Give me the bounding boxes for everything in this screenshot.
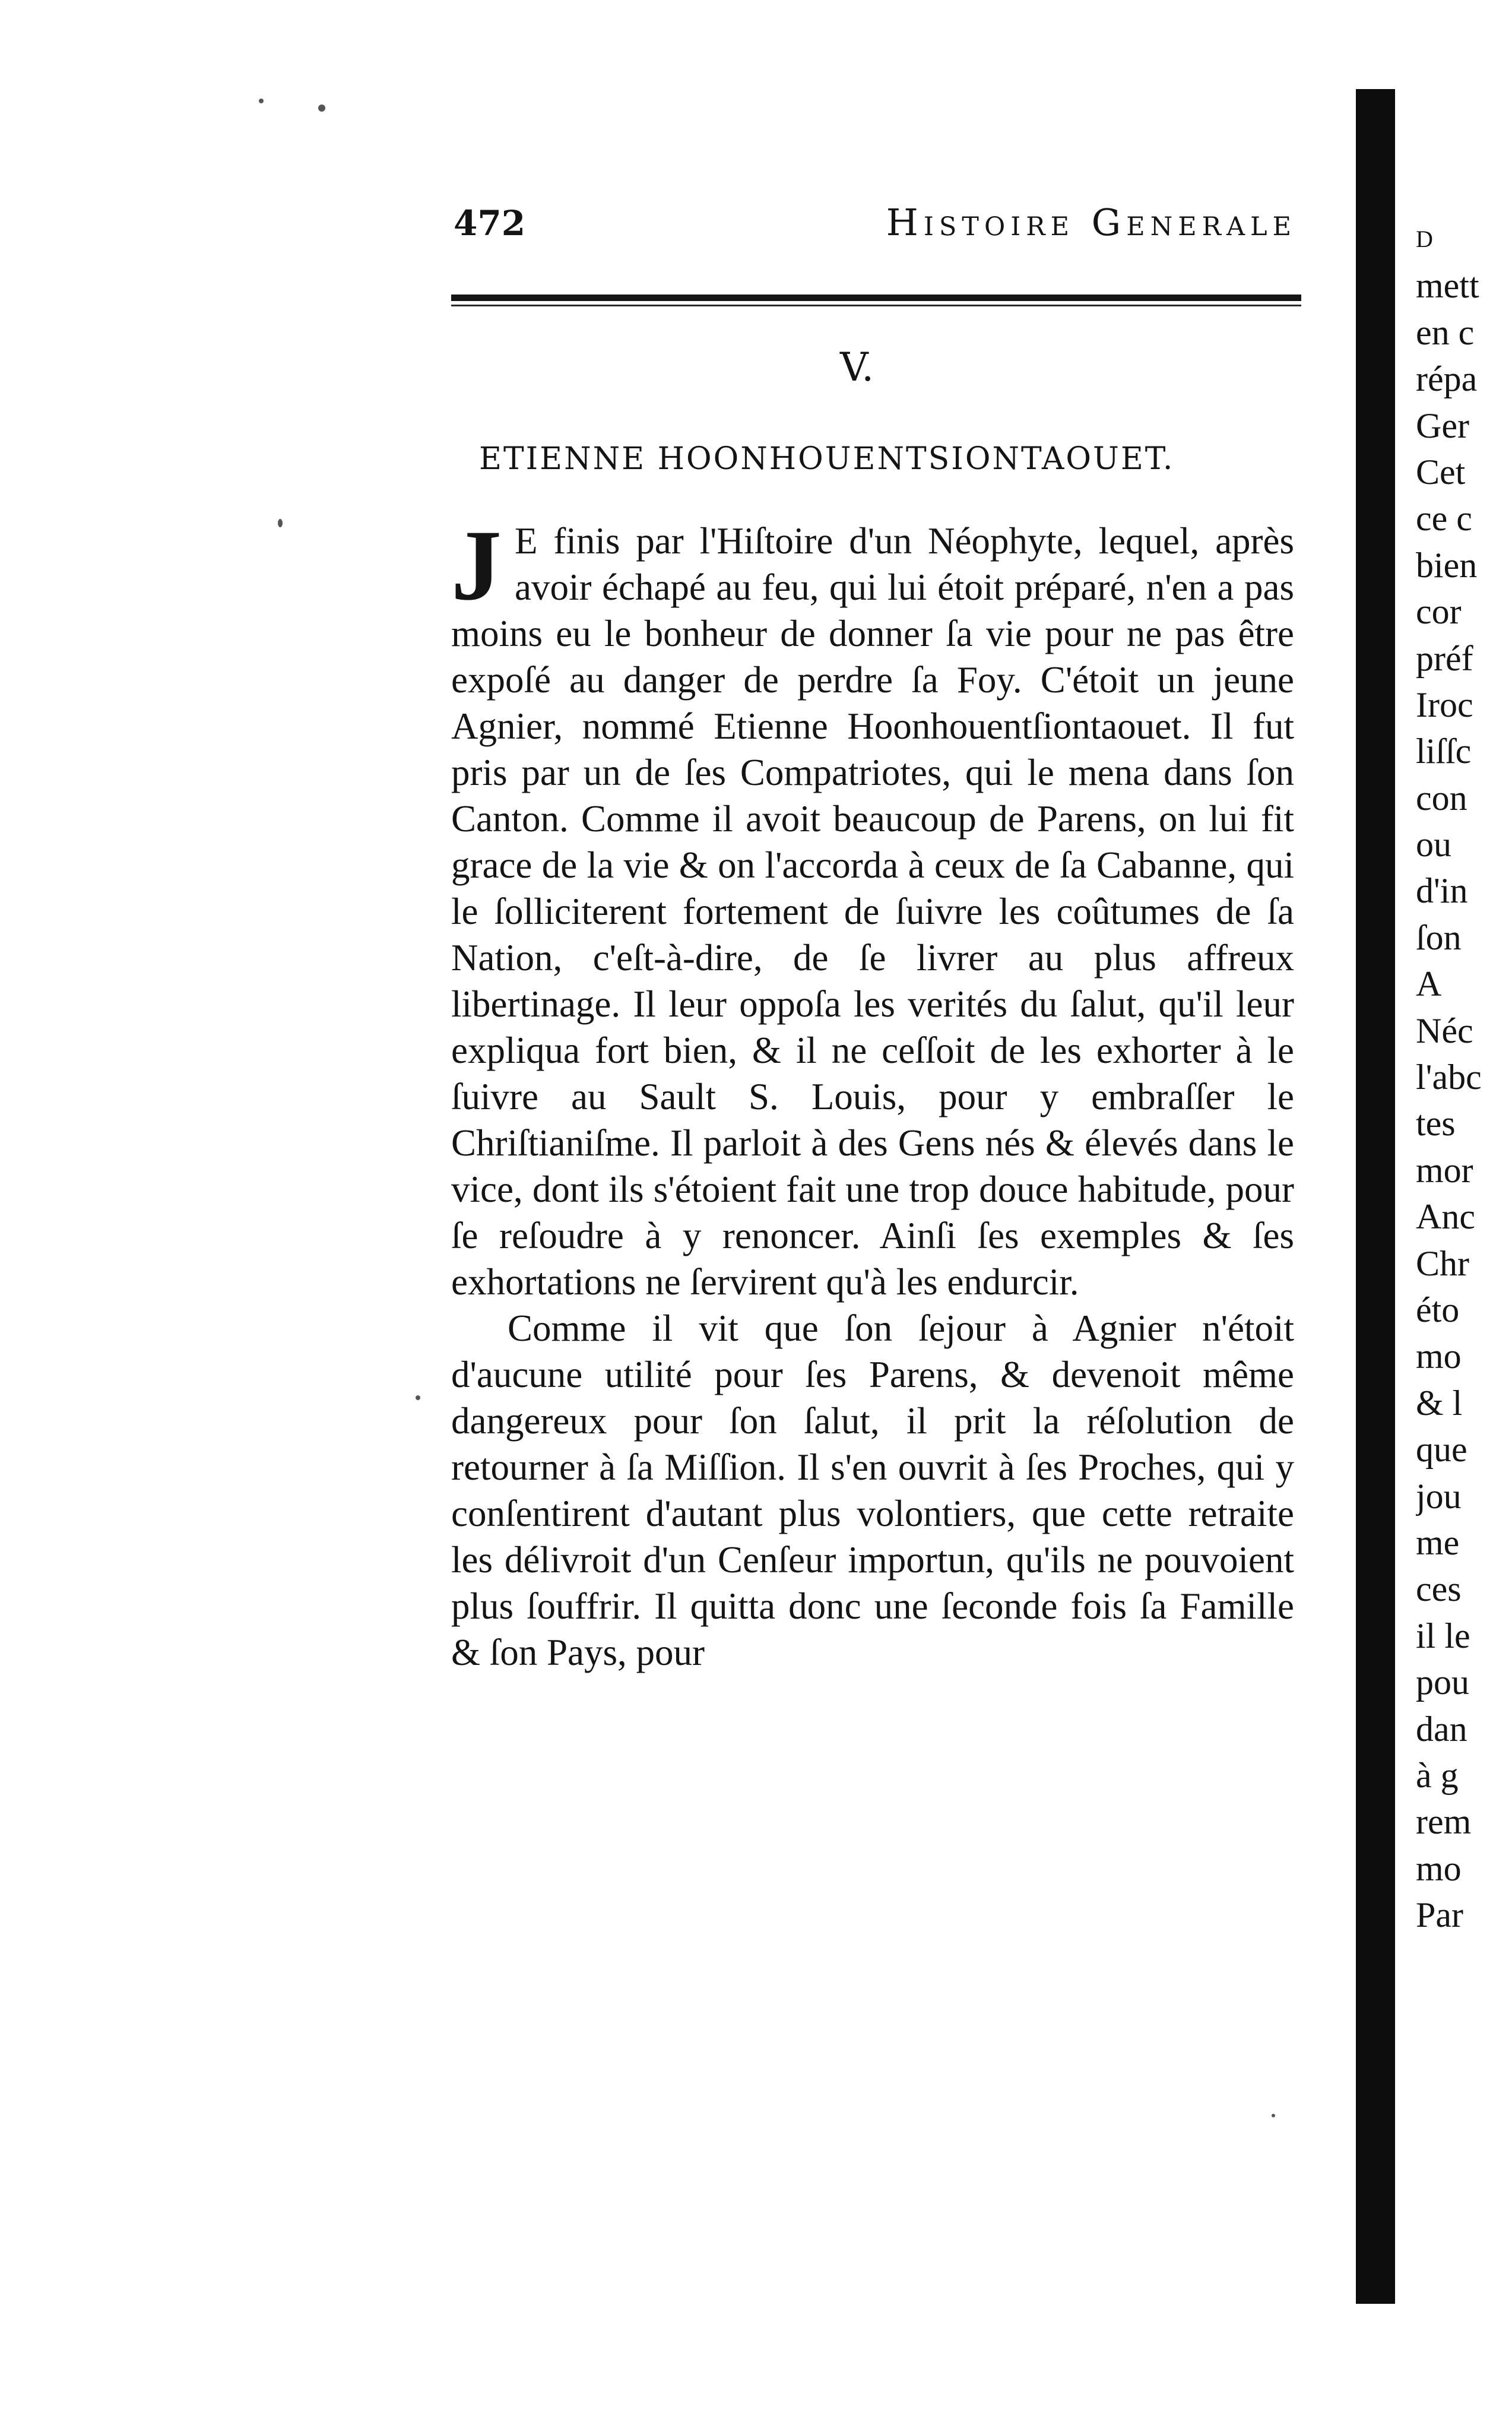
paper-speck [278, 519, 283, 527]
paragraph-2: Comme il vit que ſon ſejour à Agnier n'étoit d'aucune utilité pour ſes Parens, & devenoit même dangereux pour ſon ſalut, il prit la réſolution de retourner à ſa Miſſion. Il s'en ouvrit à ſes Proches, qui y conſentirent d'autant plus volontiers, que cette retraite les délivroit d'un Cenſeur importun, qu'ils ne pouvoient plus ſouffrir. Il quitta donc une ſeconde fois ſa Famille & ſon Pays, pour [451, 1307, 1294, 1673]
next-page-fragment-line: que [1416, 1430, 1467, 1470]
next-page-fragment-line: l'abc [1416, 1057, 1482, 1097]
paper-speck [318, 105, 325, 112]
next-page-fragment-line: Anc [1416, 1197, 1475, 1237]
next-page-fragment-line: Néc [1416, 1011, 1473, 1050]
section-title: ETIENNE HOONHOUENTSIONTAOUET. [479, 441, 1175, 477]
next-page-fragment-line: mor [1416, 1150, 1473, 1190]
next-page-fragment-line: Ger [1416, 406, 1469, 445]
next-page-fragment-line: liſſc [1416, 732, 1472, 771]
next-page-fragment-line: A [1416, 964, 1442, 1004]
next-page-fragment-line: il le [1416, 1616, 1470, 1655]
next-page-fragment-line: mo [1416, 1337, 1462, 1376]
next-page-fragment-line: con [1416, 778, 1467, 818]
next-page-fragment-line: mett [1416, 266, 1479, 306]
next-page-fragment-line: ces [1416, 1569, 1462, 1609]
next-page-fragment-line: cor [1416, 592, 1462, 632]
next-page-fragment-line: ou [1416, 825, 1451, 865]
next-page-fragment-line: bien [1416, 545, 1478, 585]
paper-speck [416, 1395, 420, 1400]
paragraph-1 [451, 509, 1294, 1305]
page-number: 472 [454, 203, 526, 243]
next-page-fragment-line: Cet [1416, 452, 1466, 492]
next-page-fragment-line: en c [1416, 312, 1475, 352]
next-page-fragment-line: D [1416, 226, 1433, 252]
next-page-fragment-line: préf [1416, 638, 1473, 678]
next-page-fragment-line: à g [1416, 1755, 1459, 1795]
next-page-fragment-line: Iroc [1416, 685, 1473, 724]
next-page-fragment-line: & l [1416, 1383, 1463, 1423]
next-page-fragment-line: jou [1416, 1476, 1462, 1516]
paper-speck [259, 99, 264, 103]
next-page-fragment-line: éto [1416, 1290, 1460, 1329]
running-title: Histoire Generale [886, 201, 1297, 244]
next-page-fragment-line: rem [1416, 1802, 1472, 1842]
next-page-fragment-line: mo [1416, 1848, 1462, 1888]
next-page-fragments [1416, 216, 1511, 1938]
section-number: V. [840, 344, 874, 390]
next-page-fragment-line: me [1416, 1522, 1460, 1562]
drop-cap: J [451, 509, 502, 621]
next-page-fragment-line: tes [1416, 1104, 1456, 1144]
next-page-fragment-line: pou [1416, 1663, 1469, 1702]
next-page-fragment-line: Chr [1416, 1243, 1469, 1283]
next-page-fragment-line: dan [1416, 1709, 1467, 1749]
next-page-fragment-line: ce c [1416, 499, 1472, 539]
body-text [451, 509, 1294, 1676]
paper-speck [1272, 2114, 1275, 2117]
page-header [454, 201, 1297, 244]
next-page-fragment-line: ſon [1416, 917, 1462, 957]
page-gutter-shadow [1356, 89, 1395, 2304]
next-page-fragment-line: Par [1416, 1895, 1463, 1935]
header-double-rule [451, 295, 1301, 301]
next-page-fragment-line: d'in [1416, 871, 1468, 911]
next-page-fragment-line: répa [1416, 359, 1478, 399]
paragraph-1-text: E finis par l'Hiſtoire d'un Néophyte, lequel, après avoir échapé au feu, qui lui étoit préparé, n'en a pas moins eu le bonheur de donner ſa vie pour ne pas être expoſé au danger de perdre ſa Foy. C'étoit un jeune Agnier, nommé Etienne Hoonhouentſiontaouet. Il fut pris par un de ſes Compatriotes, qui le mena dans ſon Canton. Comme il avoit beaucoup de Parens, on lui fit grace de la vie & on l'accorda à ceux de ſa Cabanne, qui le ſolliciterent fortement de ſuivre les coûtumes de ſa Nation, c'eſt-à-dire, de ſe livrer au plus affreux libertinage. Il leur oppoſa les verités du ſalut, qu'il leur expliqua fort bien, & il ne ceſſoit de les exhorter à le ſuivre au Sault S. Louis, pour y embraſſer le Chriſtianiſme. Il parloit à des Gens nés & élevés dans le vice, dont ils s'étoient fait une trop douce habitude, pour ſe reſoudre à y renoncer. Ainſi ſes exemples & ſes exhortations ne ſervirent qu'à les endurcir. [451, 520, 1294, 1303]
